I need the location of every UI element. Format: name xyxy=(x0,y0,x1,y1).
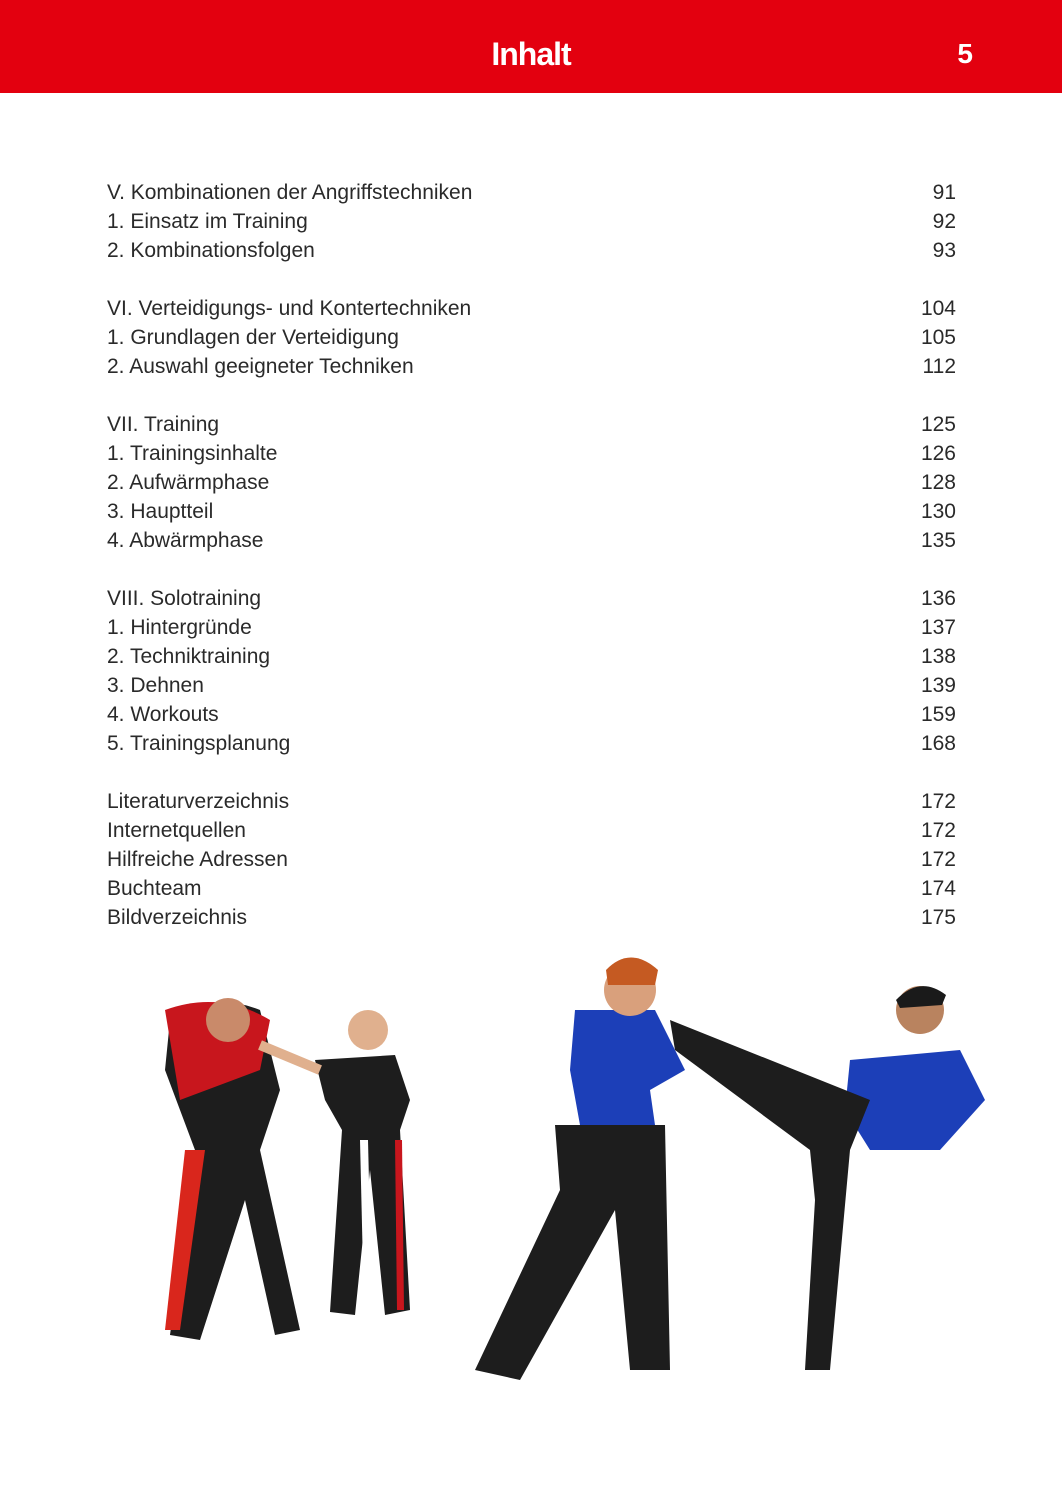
toc-entry-label: 1. Hintergründe xyxy=(107,616,252,639)
group-spacer xyxy=(107,381,956,410)
toc-entry[interactable] xyxy=(107,236,956,265)
toc-entry-page: 126 xyxy=(920,442,956,465)
toc-entry[interactable] xyxy=(107,207,956,236)
table-of-contents xyxy=(107,178,956,932)
toc-entry-page: 135 xyxy=(920,529,956,552)
toc-entry-page: 128 xyxy=(920,471,956,494)
toc-entry-label: V. Kombinationen der Angriffstechniken xyxy=(107,181,473,204)
toc-entry[interactable] xyxy=(107,352,956,381)
martial-arts-photo xyxy=(110,950,990,1420)
toc-entry[interactable] xyxy=(107,729,956,758)
toc-entry-page: 130 xyxy=(920,500,956,523)
toc-entry-label: VII. Training xyxy=(107,413,220,436)
toc-entry[interactable] xyxy=(107,613,956,642)
toc-entry-label: 3. Hauptteil xyxy=(107,500,214,523)
toc-entry-label: 2. Techniktraining xyxy=(107,645,271,668)
page-number: 5 xyxy=(957,38,973,69)
toc-entry-page: 139 xyxy=(920,674,956,697)
toc-entry[interactable] xyxy=(107,497,956,526)
toc-entry-label: 5. Trainingsplanung xyxy=(107,732,291,755)
group-spacer xyxy=(107,265,956,294)
toc-entry[interactable] xyxy=(107,671,956,700)
toc-chapter-entry[interactable] xyxy=(107,584,956,613)
toc-entry[interactable] xyxy=(107,700,956,729)
toc-entry-page: 104 xyxy=(920,297,956,320)
toc-chapter-entry[interactable] xyxy=(107,178,956,207)
toc-entry-page: 168 xyxy=(920,732,956,755)
toc-entry-label: 4. Abwärmphase xyxy=(107,529,264,552)
toc-entry[interactable] xyxy=(107,468,956,497)
toc-entry-label: 2. Auswahl geeigneter Techniken xyxy=(107,355,414,378)
toc-entry-page: 172 xyxy=(920,790,956,813)
toc-entry-label: Buchteam xyxy=(107,877,202,900)
toc-entry-page: 172 xyxy=(920,848,956,871)
toc-entry[interactable] xyxy=(107,439,956,468)
page-header xyxy=(0,0,1062,93)
toc-entry[interactable] xyxy=(107,874,956,903)
toc-entry-label: VIII. Solotraining xyxy=(107,587,262,610)
toc-entry-label: 1. Trainingsinhalte xyxy=(107,442,278,465)
toc-entry-label: 1. Einsatz im Training xyxy=(107,210,308,233)
toc-entry-page: 91 xyxy=(932,181,956,204)
toc-entry-page: 172 xyxy=(920,819,956,842)
boy-kicking-figure xyxy=(670,986,985,1370)
boy-blocking-figure xyxy=(475,958,685,1381)
page-title: Inhalt xyxy=(491,36,571,72)
toc-entry[interactable] xyxy=(107,526,956,555)
toc-entry-label: 2. Aufwärmphase xyxy=(107,471,270,494)
toc-entry-page: 174 xyxy=(920,877,956,900)
toc-entry[interactable] xyxy=(107,845,956,874)
toc-chapter-entry[interactable] xyxy=(107,410,956,439)
group-spacer xyxy=(107,555,956,584)
toc-entry-label: Bildverzeichnis xyxy=(107,906,248,929)
toc-entry-label: Literaturverzeichnis xyxy=(107,790,290,813)
toc-entry[interactable] xyxy=(107,816,956,845)
toc-entry-label: 1. Grundlagen der Verteidigung xyxy=(107,326,399,349)
toc-chapter-entry[interactable] xyxy=(107,294,956,323)
toc-entry-label: 3. Dehnen xyxy=(107,674,204,697)
toc-entry-page: 138 xyxy=(920,645,956,668)
toc-entry-page: 92 xyxy=(932,210,956,233)
toc-entry[interactable] xyxy=(107,903,956,932)
toc-entry-page: 136 xyxy=(920,587,956,610)
toc-entry[interactable] xyxy=(107,642,956,671)
toc-entry-label: 2. Kombinationsfolgen xyxy=(107,239,315,262)
toc-entry-label: VI. Verteidigungs- und Kontertechniken xyxy=(107,297,472,320)
toc-entry-page: 93 xyxy=(932,239,956,262)
toc-entry-label: Internetquellen xyxy=(107,819,246,842)
group-spacer xyxy=(107,758,956,787)
toc-entry-page: 105 xyxy=(920,326,956,349)
toc-entry-page: 112 xyxy=(922,355,956,378)
toc-entry-label: 4. Workouts xyxy=(107,703,219,726)
toc-entry-page: 137 xyxy=(920,616,956,639)
toc-entry[interactable] xyxy=(107,323,956,352)
toc-entry-label: Hilfreiche Adressen xyxy=(107,848,288,871)
toc-entry-page: 175 xyxy=(920,906,956,929)
toc-chapter-entry[interactable] xyxy=(107,787,956,816)
toc-entry-page: 159 xyxy=(920,703,956,726)
toc-entry-page: 125 xyxy=(920,413,956,436)
